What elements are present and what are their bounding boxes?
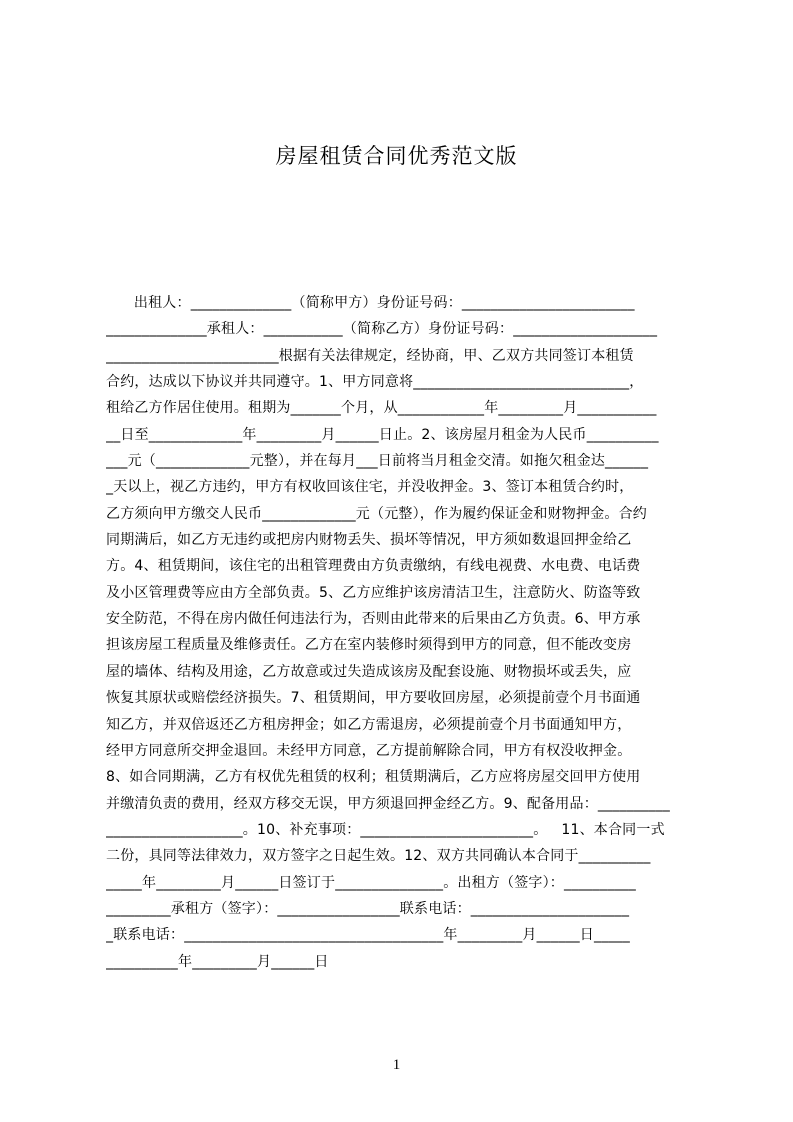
contract-body (106, 290, 700, 975)
contract-line: 担该房屋工程质量及维修责任。乙方在室内装修时须得到甲方的同意，但不能改变房 (106, 637, 632, 654)
contract-line: __________年_________月______日 (106, 953, 329, 970)
contract-line: ___________________。10、补充事项：________________________。 11、本合同一式 (106, 821, 665, 838)
contract-line: _天以上，视乙方违约，甲方有权收回该住宅，并没收押金。3、签订本租赁合约时， (106, 479, 634, 496)
contract-line: 租给乙方作居住使用。租期为_______个月，从____________年_________月___________ (106, 400, 657, 417)
contract-line: 方。4、租赁期间，该住宅的出租管理费由方负责缴纳，有线电视费、水电费、电话费 (106, 558, 641, 575)
contract-line: 8、如合同期满，乙方有权优先租赁的权利；租赁期满后，乙方应将房屋交回甲方使用 (106, 769, 641, 786)
contract-line: _____年_________月______日签订于_______________。出租方（签字）：__________ (106, 874, 636, 891)
contract-line: 经甲方同意所交押金退回。未经甲方同意，乙方提前解除合同，甲方有权没收押金。 (106, 742, 632, 759)
contract-line: 安全防范，不得在房内做任何违法行为，否则由此带来的后果由乙方负责。6、甲方承 (106, 611, 641, 628)
contract-line: 二份，具同等法律效力，双方签字之日起生效。12、双方共同确认本合同于__________ (106, 848, 651, 865)
contract-line: _________承租方（签字）：_________________联系电话：______________________ (106, 900, 630, 917)
contract-line: ______________承租人：___________（简称乙方）身份证号码：____________________ (106, 321, 658, 338)
contract-line: __日至_____________年_________月______日止。2、该房屋月租金为人民币__________ (106, 426, 659, 443)
contract-line: ___元（_____________元整），并在每月___日前将当月租金交清。如拖欠租金达______ (106, 453, 649, 470)
contract-line: 并缴清负责的费用，经双方移交无误，甲方须退回押金经乙方。9、配备用品：__________ (106, 795, 670, 812)
contract-line: 知乙方，并双倍返还乙方租房押金；如乙方需退房，必须提前壹个月书面通知甲方， (106, 716, 632, 733)
contract-line: ________________________根据有关法律规定，经协商，甲、乙双方共同签订本租赁 (106, 347, 634, 364)
contract-line: 同期满后，如乙方无违约或把房内财物丢失、损坏等情况，甲方须如数退回押金给乙 (106, 532, 632, 549)
contract-line: 屋的墙体、结构及用途，乙方故意或过失造成该房及配套设施、财物损坏或丢失，应 (106, 663, 632, 680)
contract-line: 合约，达成以下协议并共同遵守。1、甲方同意将______________________________， (106, 374, 644, 391)
contract-line: 及小区管理费等应由方全部负责。5、乙方应维护该房清洁卫生，注意防火、防盗等致 (106, 584, 641, 601)
contract-line: 恢复其原状或赔偿经济损失。7、租赁期间，甲方要收回房屋，必须提前壹个月书面通 (106, 690, 641, 707)
document-title: 房屋租赁合同优秀范文版 (275, 144, 518, 168)
contract-line: 出租人：______________（简称甲方）身份证号码：________________________ (106, 295, 635, 311)
page-number: 1 (392, 1057, 401, 1073)
contract-line: 乙方须向甲方缴交人民币_____________元（元整），作为履约保证金和财物押金。合约 (106, 505, 647, 522)
contract-line: _联系电话：____________________________________年_________月______日_____ (106, 927, 630, 944)
